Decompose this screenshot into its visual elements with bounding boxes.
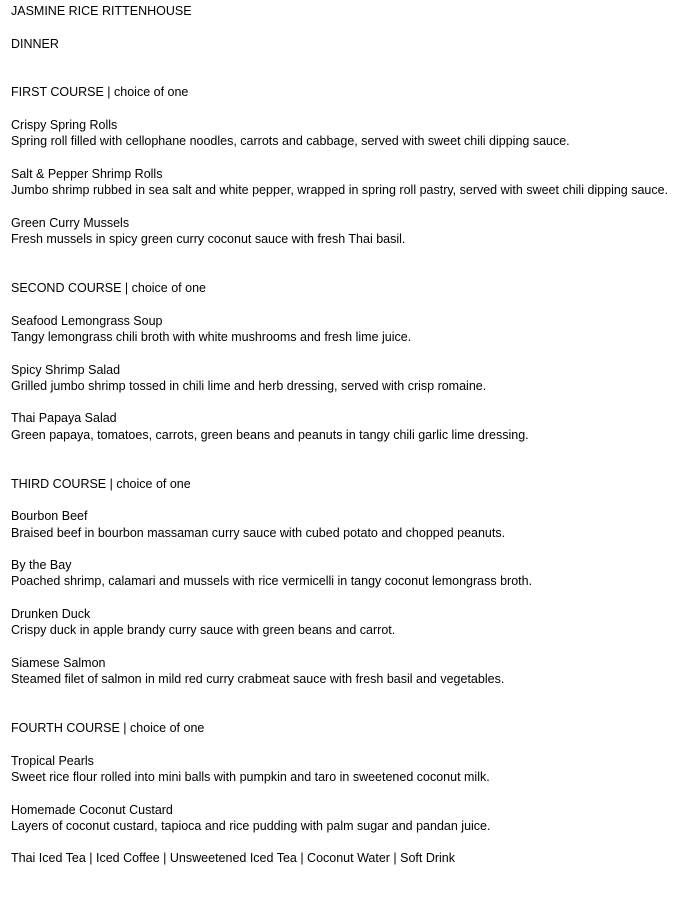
menu-title: DINNER xyxy=(11,36,59,51)
dish-name: Tropical Pearls xyxy=(11,753,94,768)
dish-description: Green papaya, tomatoes, carrots, green beans and peanuts in tangy chili garlic lime dressing. xyxy=(11,427,529,442)
dish-description: Braised beef in bourbon massaman curry sauce with cubed potato and chopped peanuts. xyxy=(11,525,506,540)
dish-description: Jumbo shrimp rubbed in sea salt and white pepper, wrapped in spring roll pastry, served with sweet chili dipping sauce. xyxy=(11,183,669,198)
dish-name: Spicy Shrimp Salad xyxy=(11,362,121,377)
dish-name: Bourbon Beef xyxy=(11,509,88,524)
dish-name: Salt & Pepper Shrimp Rolls xyxy=(11,166,163,181)
dish-name: Seafood Lemongrass Soup xyxy=(11,313,163,328)
course-heading-first: FIRST COURSE | choice of one xyxy=(11,85,189,100)
dish-name: Drunken Duck xyxy=(11,606,91,621)
dish-name: Siamese Salmon xyxy=(11,655,106,670)
course-heading-third: THIRD COURSE | choice of one xyxy=(11,476,191,491)
dish-description: Steamed filet of salmon in mild red curry crabmeat sauce with fresh basil and vegetables. xyxy=(11,672,505,687)
dish-description: Grilled jumbo shrimp tossed in chili lime and herb dressing, served with crisp romaine. xyxy=(11,378,487,393)
dish-description: Crispy duck in apple brandy curry sauce with green beans and carrot. xyxy=(11,623,396,638)
beverage-list: Thai Iced Tea | Iced Coffee | Unsweetened Iced Tea | Coconut Water | Soft Drink xyxy=(11,851,456,866)
dish-description: Sweet rice flour rolled into mini balls with pumpkin and taro in sweetened coconut milk. xyxy=(11,769,490,784)
dish-name: Crispy Spring Rolls xyxy=(11,118,118,133)
course-heading-second: SECOND COURSE | choice of one xyxy=(11,281,206,296)
dish-name: Thai Papaya Salad xyxy=(11,411,117,426)
course-heading-fourth: FOURTH COURSE | choice of one xyxy=(11,721,205,736)
dish-description: Tangy lemongrass chili broth with white mushrooms and fresh lime juice. xyxy=(11,329,412,344)
dish-description: Poached shrimp, calamari and mussels with rice vermicelli in tangy coconut lemongrass broth. xyxy=(11,574,533,589)
dish-name: Green Curry Mussels xyxy=(11,215,130,230)
restaurant-name: JASMINE RICE RITTENHOUSE xyxy=(11,4,192,18)
dish-description: Fresh mussels in spicy green curry coconut sauce with fresh Thai basil. xyxy=(11,232,406,247)
dish-name: Homemade Coconut Custard xyxy=(11,802,173,817)
dish-description: Layers of coconut custard, tapioca and rice pudding with palm sugar and pandan juice. xyxy=(11,818,491,833)
dish-description: Spring roll filled with cellophane noodles, carrots and cabbage, served with sweet chili dipping sauce. xyxy=(11,134,570,149)
dish-name: By the Bay xyxy=(11,558,72,573)
